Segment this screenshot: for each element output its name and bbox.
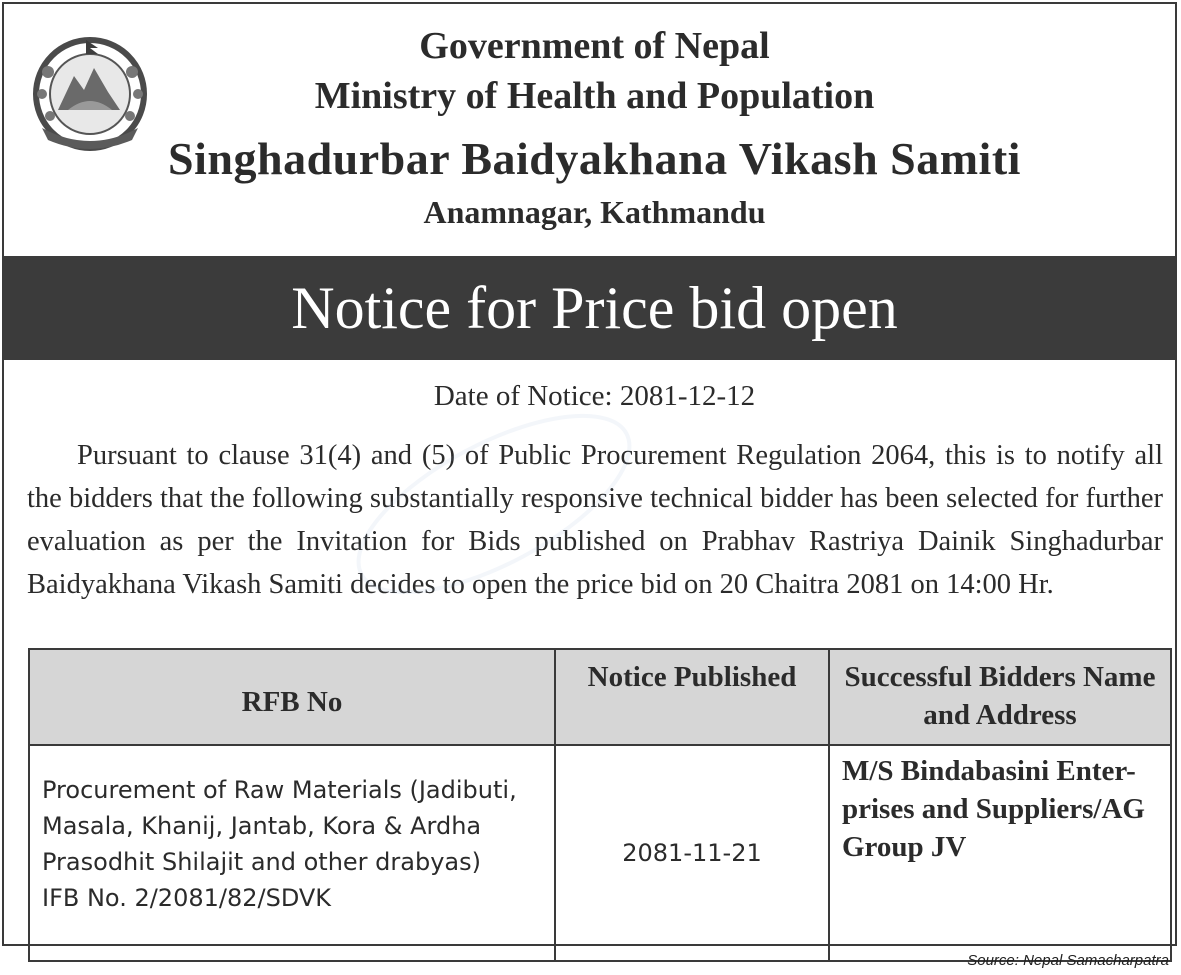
organization-name: Singhadurbar Baidyakhana Vikash Samiti — [168, 133, 1021, 184]
rfb-line: Masala, Khanij, Jantab, Kora & Ardha — [42, 812, 482, 840]
notice-body-paragraph: Pursuant to clause 31(4) and (5) of Public Procurement Regulation 2064, this is to notify all the bidders that the following substantially responsive technical bidder has been selected for further evaluation as per the Invitation for Bids published on Prabhav Rastriya Dainik Singhadurbar Baidyakhana Vikash Samiti decides to open the price bid on 20 Chaitra 2081 on 14:00 Hr. — [27, 440, 1163, 600]
notice-header — [4, 4, 1175, 256]
column-header-rfb-no: RFB No — [29, 649, 555, 745]
government-name: Government of Nepal — [419, 25, 770, 67]
ministry-name: Ministry of Health and Population — [314, 75, 875, 117]
bidder-line: Group JV — [842, 831, 967, 863]
rfb-line: Prasodhit Shilajit and other drabyas) — [42, 848, 481, 876]
notice-title: Notice for Price bid open — [4, 256, 1175, 360]
column-header-successful-bidders-line: Successful Bidders Name — [844, 661, 1156, 693]
notice-frame — [2, 2, 1177, 946]
table-header-row — [29, 649, 1171, 745]
date-of-notice: Date of Notice: 2081-12-12 — [433, 380, 756, 412]
column-header-successful-bidders-line: and Address — [923, 699, 1077, 731]
column-header-successful-bidders — [829, 649, 1171, 745]
cell-successful-bidder — [829, 745, 1171, 961]
cell-rfb-description — [29, 745, 555, 961]
bidder-line: prises and Suppliers/AG — [842, 793, 1145, 825]
organization-address: Anamnagar, Kathmandu — [423, 194, 766, 230]
bidder-line: M/S Bindabasini Enter- — [842, 755, 1136, 787]
rfb-line: IFB No. 2/2081/82/SDVK — [42, 884, 332, 912]
column-header-notice-published: Notice Published — [555, 649, 829, 745]
bids-table — [28, 648, 1172, 962]
cell-notice-published: 2081-11-21 — [555, 745, 829, 961]
source-credit: Source: Nepal Samacharpatra — [967, 952, 1169, 969]
rfb-line: Procurement of Raw Materials (Jadibuti, — [42, 776, 517, 804]
table-row — [29, 745, 1171, 961]
